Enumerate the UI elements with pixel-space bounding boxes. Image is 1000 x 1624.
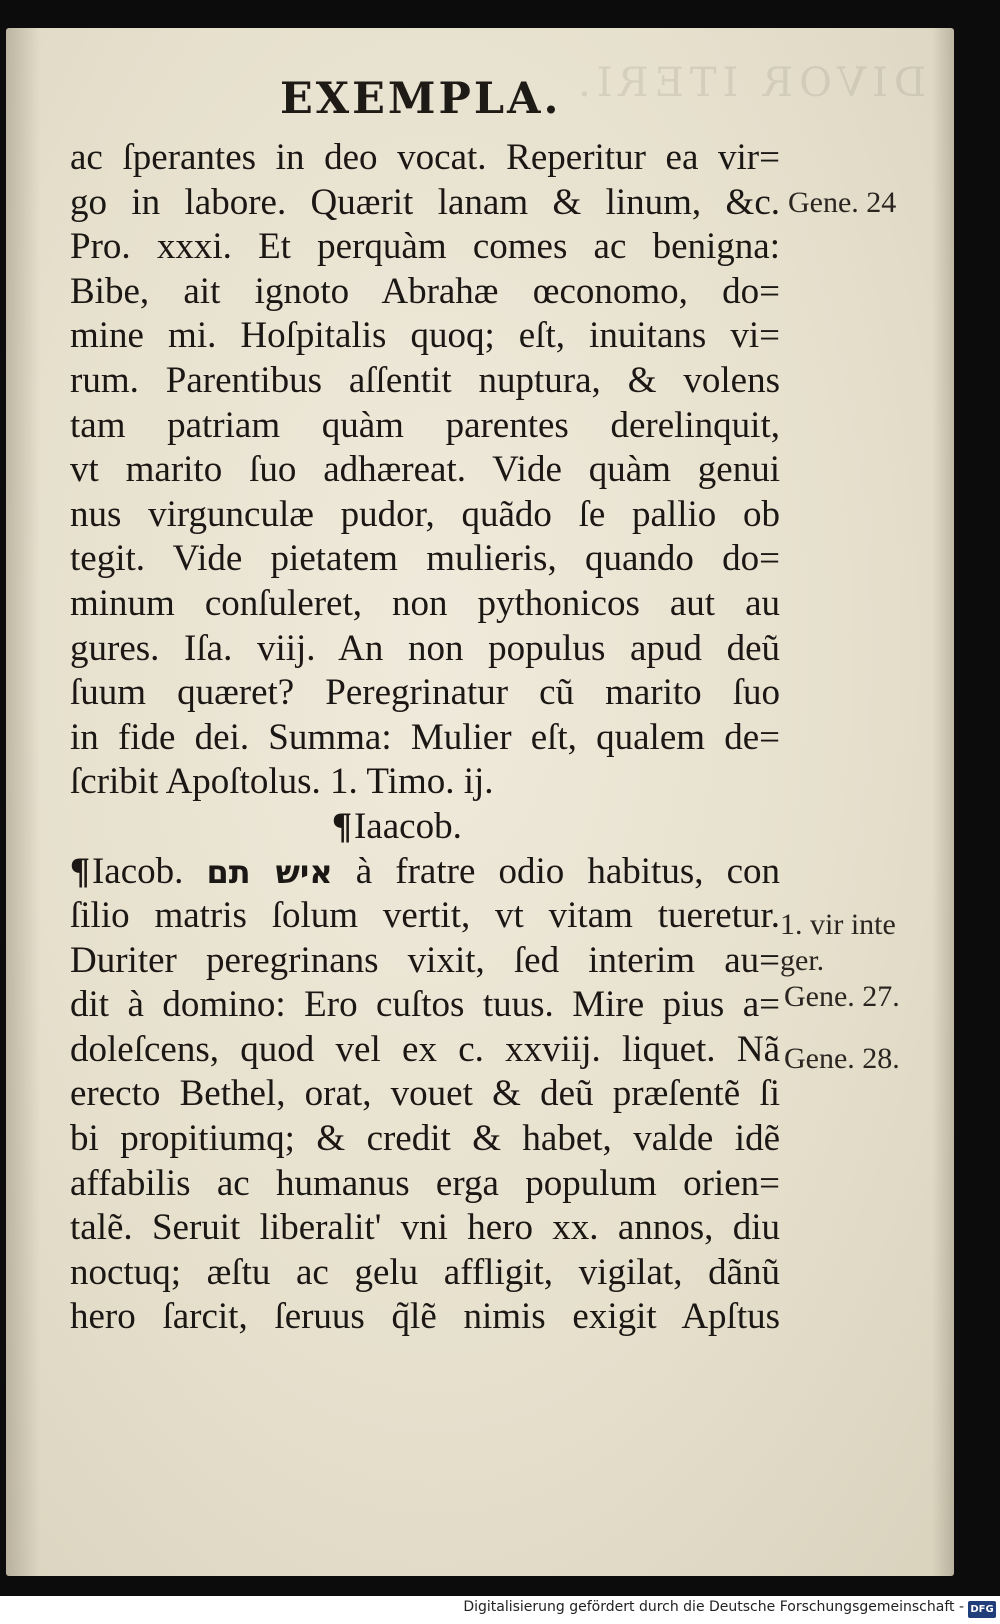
text-line: bi propitiumq; & credit & habet, valde idẽ <box>70 1118 780 1160</box>
text-line: Duriter peregrinans vixit, ſed interim au= <box>70 939 780 981</box>
margin-note-gen-28: Gene. 28. <box>784 1042 900 1075</box>
funding-credit: Digitalisierung gefördert durch die Deutsche Forschungsgemeinschaft - <box>463 1599 964 1615</box>
text-line: tegit. Vide pietatem mulieris, quando do= <box>70 538 780 580</box>
text-line: doleſcens, quod vel ex c. xxviij. liquet. Nã <box>70 1028 780 1070</box>
text-line: minum conſuleret, non pythonicos aut au <box>70 582 780 624</box>
text-line: tam patriam quàm parentes derelinquit, <box>70 404 780 446</box>
edge-shadow <box>932 28 954 1576</box>
text-line: gures. Iſa. viij. An non populus apud deũ <box>70 627 780 669</box>
footer-bar <box>0 1596 1000 1624</box>
jacob-name: Iacob. <box>91 850 184 892</box>
hebrew-phrase: איש תם <box>206 852 333 891</box>
text-line: noctuq; æſtu ac gelu affligit, vigilat, dãnũ <box>70 1251 780 1293</box>
text-line: talẽ. Seruit liberalit' vni hero xx. annos, diu <box>70 1207 780 1249</box>
text-line <box>70 850 780 895</box>
pilcrow-mark: ¶ <box>332 805 352 847</box>
show-through-text: DIVOR ITERI. <box>572 60 926 106</box>
running-head: EXEMPLA. <box>280 74 562 124</box>
jacob-line-rest: à fratre odio habitus, con <box>355 850 780 892</box>
text-line: ſilio matris ſolum vertit, vt vitam tueretur. <box>70 895 780 937</box>
text-line: hero ſarcit, ſeruus q̃lẽ nimis exigit Apſtus <box>70 1296 780 1338</box>
margin-note-vir: 1. vir inte <box>780 908 896 941</box>
margin-note-gen: Gene. 24 <box>788 186 897 219</box>
text-line: affabilis ac humanus erga populum orien= <box>70 1162 780 1204</box>
dfg-logo: DFG <box>968 1601 996 1618</box>
text-line: ſcribit Apoſtolus. 1. Timo. ij. <box>70 761 494 803</box>
margin-note-vir-cont: ger. <box>780 944 825 977</box>
text-line: Bibe, ait ignoto Abrahæ œconomo, do= <box>70 270 780 312</box>
gutter-shadow <box>6 28 40 1576</box>
text-line: nus virgunculæ pudor, quãdo ſe pallio ob <box>70 493 780 535</box>
main-text <box>70 136 780 1340</box>
text-line: dit à domino: Ero cuſtos tuus. Mire pius a= <box>70 984 780 1026</box>
text-line: erecto Bethel, orat, vouet & deũ præſentẽ ſi <box>70 1073 780 1115</box>
text-line: mine mi. Hoſpitalis quoq; eſt, inuitans vi= <box>70 315 780 357</box>
text-line: rum. Parentibus aſſentit nuptura, & volens <box>70 359 780 401</box>
text-line: in fide dei. Summa: Mulier eſt, qualem de= <box>70 716 780 758</box>
book-page <box>6 28 954 1576</box>
text-line: vt marito ſuo adhæreat. Vide quàm genui <box>70 449 780 491</box>
margin-note-gen-27: Gene. 27. <box>784 980 900 1013</box>
pilcrow-mark: ¶ <box>70 850 90 892</box>
section-heading <box>70 805 780 850</box>
text-line: ſuum quæret? Peregrinatur cũ marito ſuo <box>70 672 780 714</box>
section-heading-text: Iaacob. <box>353 805 462 847</box>
text-line: ac ſperantes in deo vocat. Reperitur ea vir= <box>70 137 780 178</box>
text-line: Pro. xxxi. Et perquàm comes ac benigna: <box>70 226 780 268</box>
text-line: go in labore. Quærit lanam & linum, &c. <box>70 181 780 223</box>
